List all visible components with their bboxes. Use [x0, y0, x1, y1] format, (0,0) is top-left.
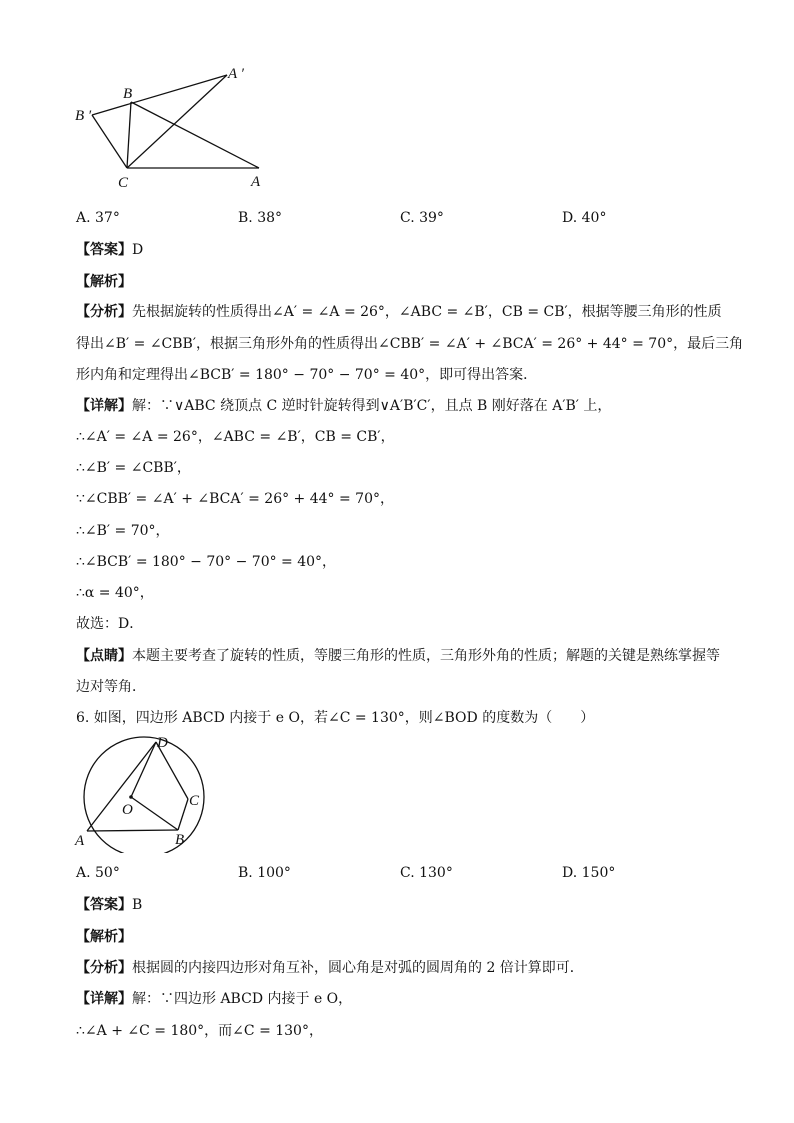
- fenxi-text: 根据圆的内接四边形对角互补，圆心角是对弧的圆周角的 2 倍计算即可．: [132, 960, 584, 976]
- q5-option-a: A. 37°: [76, 210, 120, 226]
- circle-label-c: C: [189, 793, 200, 809]
- xiangjie-text: 解：∵四边形 ABCD 内接于 e O，: [132, 991, 353, 1007]
- q5-step-7: 故选：D．: [76, 616, 144, 632]
- q5-fenxi-line-2: 得出∠B′ = ∠CBB′，根据三角形外角的性质得出∠CBB′ = ∠A′ + ∠BCA′ = 26° + 44° = 70°，最后三角: [76, 336, 744, 352]
- q5-fenxi-line-1: [76, 303, 722, 321]
- fenxi-tag: 【分析】: [76, 304, 132, 320]
- q5-step-1: ∴∠A′ = ∠A = 26°，∠ABC = ∠B′，CB = CB′，: [76, 429, 395, 445]
- q5-answer-line: [76, 241, 143, 259]
- q6-answer-line: [76, 896, 142, 914]
- q5-dianjing-line-1: [76, 647, 720, 665]
- fenxi-tag: 【分析】: [76, 960, 132, 976]
- xiangjie-text: 解：∵∨ABC 绕顶点 C 逆时针旋转得到∨A′B′C′，且点 B 刚好落在 A′B′ 上，: [132, 398, 612, 414]
- answer-value: D: [132, 242, 144, 258]
- label-b-prime: B ′: [75, 108, 92, 124]
- label-c: C: [118, 175, 129, 191]
- q5-step-4: ∴∠B′ = 70°，: [76, 523, 170, 539]
- answer-value: B: [132, 897, 143, 913]
- q6-step-1: ∴∠A + ∠C = 180°，而∠C = 130°，: [76, 1023, 323, 1039]
- circle-label-o: O: [122, 802, 133, 818]
- circle-label-d: D: [157, 735, 168, 751]
- answer-tag: 【答案】: [76, 897, 132, 913]
- q5-option-c: C. 39°: [400, 210, 444, 226]
- dianjing-tag: 【点睛】: [76, 648, 132, 664]
- q5-option-b: B. 38°: [238, 210, 283, 226]
- q5-step-3: ∵∠CBB′ = ∠A′ + ∠BCA′ = 26° + 44° = 70°，: [76, 491, 395, 507]
- rotation-figure: [70, 58, 280, 193]
- q6-xiangjie-line: [76, 990, 352, 1008]
- q5-step-6: ∴α = 40°，: [76, 585, 154, 601]
- q6-option-a: A. 50°: [76, 865, 120, 881]
- q6-analysis-tag: 【解析】: [76, 929, 132, 945]
- circle-label-b: B: [175, 832, 185, 848]
- answer-tag: 【答案】: [76, 242, 132, 258]
- q5-xiangjie-line: [76, 397, 611, 415]
- circle-figure: [70, 733, 220, 853]
- q6-option-c: C. 130°: [400, 865, 453, 881]
- q6-fenxi-line: [76, 959, 584, 977]
- label-b: B: [123, 86, 133, 102]
- label-a-prime: A ′: [228, 66, 244, 82]
- q6-option-b: B. 100°: [238, 865, 291, 881]
- label-a: A: [251, 174, 261, 190]
- q6-stem: 6. 如图，四边形 ABCD 内接于 e O，若∠C = 130°，则∠BOD 的度数为（ ）: [76, 710, 595, 726]
- q5-analysis-tag: 【解析】: [76, 274, 132, 290]
- xiangjie-tag: 【详解】: [76, 991, 132, 1007]
- q6-option-d: D. 150°: [562, 865, 616, 881]
- xiangjie-tag: 【详解】: [76, 398, 132, 414]
- q5-step-2: ∴∠B′ = ∠CBB′，: [76, 460, 191, 476]
- q5-dianjing-line-2: 边对等角．: [76, 679, 146, 695]
- q5-step-5: ∴∠BCB′ = 180° − 70° − 70° = 40°，: [76, 554, 337, 570]
- dianjing-text: 本题主要考查了旋转的性质，等腰三角形的性质，三角形外角的性质；解题的关键是熟练掌握等: [132, 648, 720, 664]
- q5-option-d: D. 40°: [562, 210, 607, 226]
- fenxi-text: 先根据旋转的性质得出∠A′ = ∠A = 26°，∠ABC = ∠B′，CB = CB′，根据等腰三角形的性质: [132, 304, 722, 320]
- q5-fenxi-line-3: 形内角和定理得出∠BCB′ = 180° − 70° − 70° = 40°，即可得出答案．: [76, 367, 538, 383]
- circle-label-a: A: [75, 833, 85, 849]
